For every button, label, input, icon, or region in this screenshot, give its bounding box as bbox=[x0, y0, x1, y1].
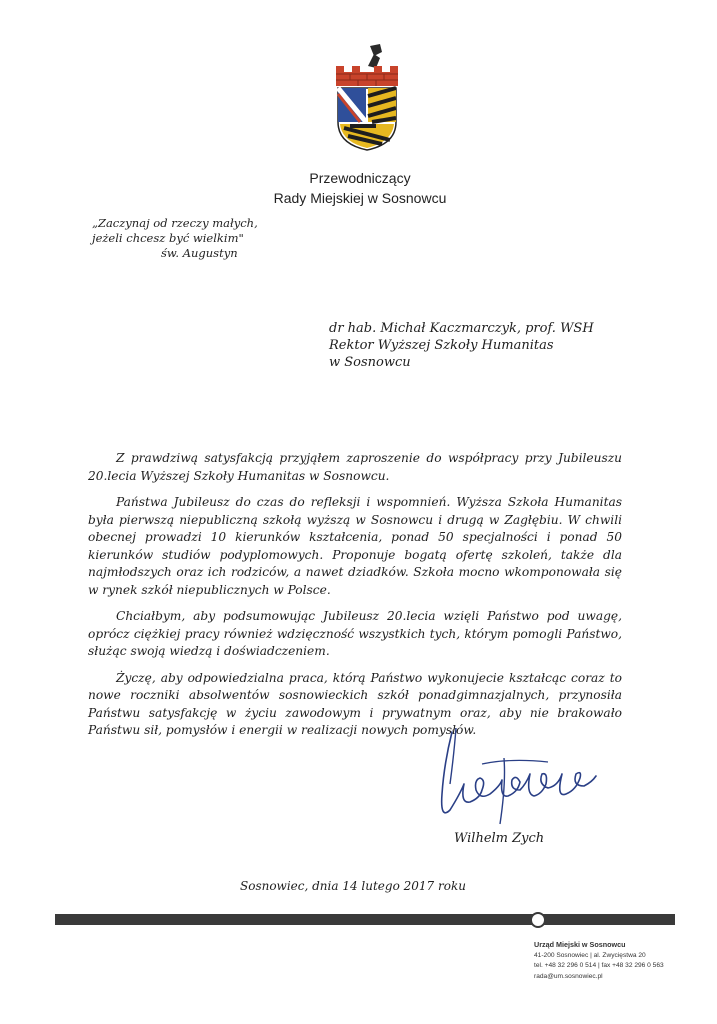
motto-line-1: „Zaczynaj od rzeczy małych, bbox=[92, 216, 258, 230]
letter-body bbox=[88, 450, 622, 749]
footer-phone: tel. +48 32 296 0 514 | fax +48 32 296 0 563 bbox=[534, 962, 664, 969]
signer-name: Wilhelm Zych bbox=[454, 831, 545, 846]
motto-author: św. Augustyn bbox=[161, 246, 238, 260]
heading-line-1: Przewodniczący bbox=[309, 170, 411, 186]
letterhead-title bbox=[240, 168, 480, 208]
motto-line-2: jeżeli chcesz być wielkim" bbox=[92, 231, 244, 245]
footer-address: 41-200 Sosnowiec | al. Zwycięstwa 20 bbox=[534, 951, 646, 959]
paragraph-2: Państwa Jubileusz do czas do refleksji i wspomnień. Wyższa Szkoła Humanitas była pierwszą niepubliczną szkołą wyższą w Sosnowcu i drugą w Zagłębiu. W chwili obecnej prowadzi 10 kierunków kształcenia, ponad 50 specjalności i ponad 50 kierunków studiów podyplomowych. Proponuje bogatą ofertę szkoleń, także dla najmłodszych oraz ich rodziców, a nawet dziadków. Szkoła mocno wkomponowała się w rynek szkół niepublicznych w Polsce. bbox=[88, 495, 622, 597]
paragraph-4: Życzę, aby odpowiedzialna praca, którą Państwo wykonujecie kształcąc coraz to nowe roczniki absolwentów sosnowieckich szkół ponadgimnazjalnych, przynosiła Państwu satysfakcję w życiu zawodowym i prywatnym oraz, aby nie brakowało Państwu sił, pomysłów i energii w realizacji nowych pomysłów. bbox=[88, 670, 622, 737]
addressee-block bbox=[329, 320, 629, 371]
handwritten-signature bbox=[430, 724, 600, 834]
paragraph-3: Chciałbym, aby podsumowując Jubileusz 20.lecia wzięli Państwo pod uwagę, oprócz ciężkiej pracy również wdzięczność wszystkich tych, którym pomogli Państwo, służąc swoją wiedzą i doświadczeniem. bbox=[88, 609, 622, 658]
footer-contact-block bbox=[534, 940, 704, 982]
paragraph-1: Z prawdziwą satysfakcją przyjąłem zaproszenie do współpracy przy Jubileuszu 20.lecia Wyższej Szkoły Humanitas w Sosnowcu. bbox=[88, 451, 622, 483]
addressee-line-3: w Sosnowcu bbox=[329, 355, 411, 370]
addressee-line-1: dr hab. Michał Kaczmarczyk, prof. WSH bbox=[329, 321, 594, 336]
heading-line-2: Rady Miejskiej w Sosnowcu bbox=[273, 190, 447, 206]
footer-email[interactable]: rada@um.sosnowiec.pl bbox=[534, 972, 603, 980]
addressee-line-2: Rektor Wyższej Szkoły Humanitas bbox=[329, 338, 554, 353]
sosnowiec-coat-of-arms-icon bbox=[330, 44, 404, 152]
footer-office-name: Urząd Miejski w Sosnowcu bbox=[534, 940, 626, 949]
footer-divider-bar bbox=[55, 914, 675, 925]
footer-circle-icon bbox=[530, 912, 546, 928]
place-and-date: Sosnowiec, dnia 14 lutego 2017 roku bbox=[240, 879, 466, 893]
motto-quote bbox=[92, 216, 292, 261]
